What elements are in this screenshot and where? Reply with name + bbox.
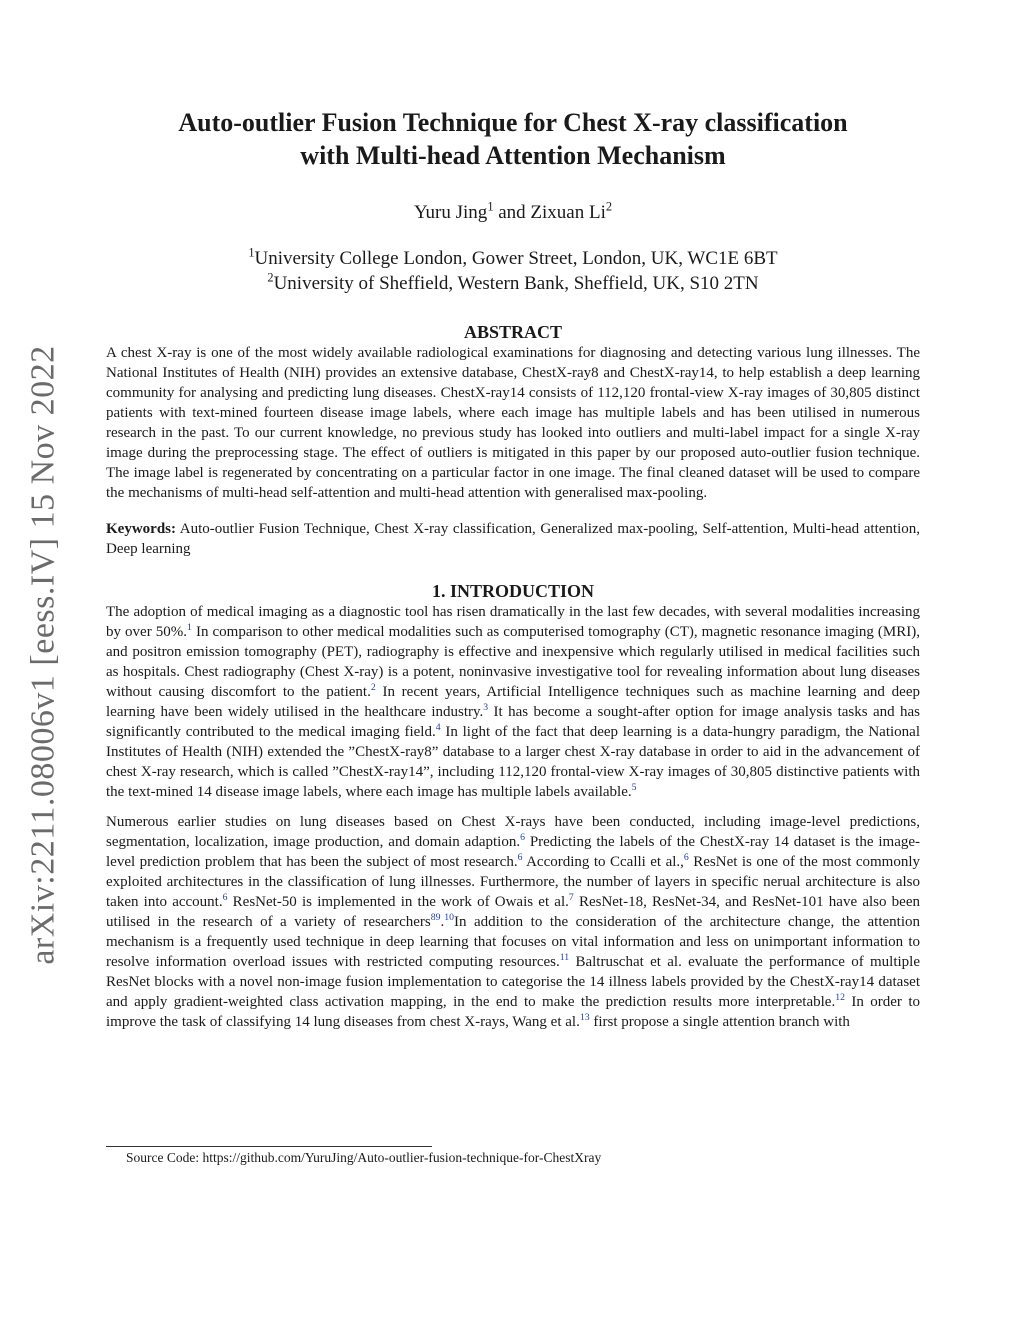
footnote-divider xyxy=(106,1146,432,1147)
author-list xyxy=(106,199,920,224)
paragraph-text: In light of the fact that deep learning is a data-hungry paradigm, the National Institutes of Health (NIH) extended the ”ChestX-ray8” database to a larger chest X-ray database in order to aid in the advancement of chest X-ray research, which is called ”ChestX-ray14”, including 112,120 frontal-view X-ray images of 30,805 distinctive patients with the text-mined 14 disease image labels, where each image has multiple labels available. xyxy=(106,724,920,800)
paragraph-text: In recent years, Artificial Intelligence techniques such as machine learning and deep learning have been widely utilised in the healthcare industry. xyxy=(106,684,920,720)
paper-page xyxy=(106,102,920,1032)
keywords xyxy=(106,519,920,559)
paragraph-text: It has become a sought-after option for image analysis tasks and has significantly contributed to the medical imaging field. xyxy=(106,704,920,740)
paragraph-text: In comparison to other medical modalities such as computerised tomography (CT), magnetic resonance imaging (MRI), and positron emission tomography (PET), radiography is effective and inexpensive which regularly utilised in medical facilities such as hospitals. Chest radiography (Chest X-ray) is a potent, noninvasive investigative tool for revealing information about lung diseases without causing discomfort to the patient. xyxy=(106,624,920,700)
intro-paragraph-1 xyxy=(106,602,920,802)
citation-link[interactable]: 89 xyxy=(430,912,441,923)
introduction-heading: 1. INTRODUCTION xyxy=(431,581,595,601)
affiliation-2 xyxy=(106,271,920,296)
citation-link[interactable]: 11 xyxy=(559,952,570,963)
keywords-list: Auto-outlier Fusion Technique, Chest X-ray classification, Generalized max-pooling, Self-attention, Multi-head attention, Deep learning xyxy=(106,521,920,557)
citation-link[interactable]: 1 xyxy=(187,622,192,633)
author-conjunction: and xyxy=(493,202,531,223)
citation-link[interactable]: 12 xyxy=(835,992,845,1003)
author-name: Yuru Jing xyxy=(413,202,488,223)
abstract-text: A chest X-ray is one of the most widely available radiological examinations for diagnosing and detecting various lung illnesses. The National Institutes of Health (NIH) provides an extensive database, ChestX-ray8 and ChestX-ray14, to help establish a deep learning community for analysing and predicting lung diseases. ChestX-ray14 consists of 112,120 frontal-view X-ray images of 30,805 distinct patients with text-mined fourteen disease image labels, where each image has multiple labels and has been utilised in numerous research in the past. To our current knowledge, no previous study has looked into outliers and multi-label impact for a single X-ray image during the preprocessing stage. The effect of outliers is mitigated in this paper by our proposed auto-outlier fusion technique. The image label is regenerated by concentrating on a particular factor in one image. The final cleaned dataset will be used to compare the mechanisms of multi-head self-attention and multi-head attention with generalised max-pooling. xyxy=(106,345,920,501)
affiliation-1 xyxy=(106,246,920,271)
keywords-label: Keywords: xyxy=(106,521,176,537)
title-line-2: with Multi-head Attention Mechanism xyxy=(300,141,726,170)
author-affil-marker: 2 xyxy=(605,199,613,214)
citation-link[interactable]: 4 xyxy=(435,722,441,733)
citation-link[interactable]: 6 xyxy=(222,892,228,903)
paragraph-text: Numerous earlier studies on lung diseases based on Chest X-rays have been conducted, including image-level predictions, segmentation, localization, image production, and domain adaption. xyxy=(106,814,920,850)
citation-link[interactable]: 6 xyxy=(520,832,525,843)
paragraph-text: In addition to the consideration of the architecture change, the attention mechanism is a frequently used technique in deep learning that focuses on vital information and less on unimportant information to resolve information overload issues with restricted computing resources. xyxy=(106,914,921,970)
citation-link[interactable]: 6 xyxy=(517,852,523,863)
paragraph-text: . xyxy=(440,914,445,930)
abstract-heading: ABSTRACT xyxy=(463,322,563,342)
citation-link[interactable]: 5 xyxy=(631,782,637,793)
author-name: Zixuan Li xyxy=(530,202,606,223)
paragraph-text: Baltruschat et al. evaluate the performance of multiple ResNet blocks with a novel non-image fusion implementation to categorise the 14 illness labels provided by the ChestX-ray14 dataset and apply gradient-weighted class activation mapping, in the end to make the prediction results more interpretable. xyxy=(106,954,921,1010)
intro-paragraph-2 xyxy=(106,812,920,1032)
author-affil-marker: 1 xyxy=(487,199,494,214)
paragraph-text: ResNet-18, ResNet-34, and ResNet-101 have also been utilised in the research of a variety of researchers xyxy=(106,894,920,930)
citation-link[interactable]: 2 xyxy=(370,682,376,693)
citation-link[interactable]: 3 xyxy=(483,702,489,713)
arxiv-identifier: arXiv:2211.08006v1 [eess.IV] 15 Nov 2022 xyxy=(25,345,63,965)
paragraph-text: ResNet is one of the most commonly exploited architectures in the classification of lung illnesses. Furthermore, the number of layers in specific nerual architecture is also taken into account. xyxy=(106,854,920,910)
source-code-footnote[interactable]: Source Code: https://github.com/YuruJing/Auto-outlier-fusion-technique-for-ChestXray xyxy=(126,1150,602,1165)
citation-link[interactable]: 7 xyxy=(568,892,574,903)
arxiv-sidebar-stamp xyxy=(22,340,66,970)
citation-link[interactable]: 13 xyxy=(579,1012,590,1023)
title-line-1: Auto-outlier Fusion Technique for Chest X-ray classification xyxy=(178,108,848,137)
paragraph-text: Predicting the labels of the ChestX-ray 14 dataset is the image-level prediction problem that has been the subject of most research. xyxy=(106,834,921,870)
paragraph-text: According to Ccalli et al., xyxy=(522,854,684,870)
affil-marker: 1 xyxy=(248,245,255,260)
affil-text: University of Sheffield, Western Bank, Sheffield, UK, S10 2TN xyxy=(273,273,759,294)
paragraph-text: ResNet-50 is implemented in the work of Owais et al. xyxy=(227,894,569,910)
affil-text: University College London, Gower Street, London, UK, WC1E 6BT xyxy=(254,248,778,269)
paragraph-text: In order to improve the task of classifying 14 lung diseases from chest X-rays, Wang et al. xyxy=(106,994,920,1030)
citation-link[interactable]: 6 xyxy=(683,852,689,863)
affil-marker: 2 xyxy=(267,270,274,285)
paragraph-text: The adoption of medical imaging as a diagnostic tool has risen dramatically in the last few decades, with several modalities increasing by over 50%. xyxy=(106,604,920,640)
citation-link[interactable]: 10 xyxy=(444,912,455,923)
affiliations xyxy=(106,246,920,296)
paper-title xyxy=(106,106,920,172)
paragraph-text: first propose a single attention branch with xyxy=(589,1014,850,1030)
